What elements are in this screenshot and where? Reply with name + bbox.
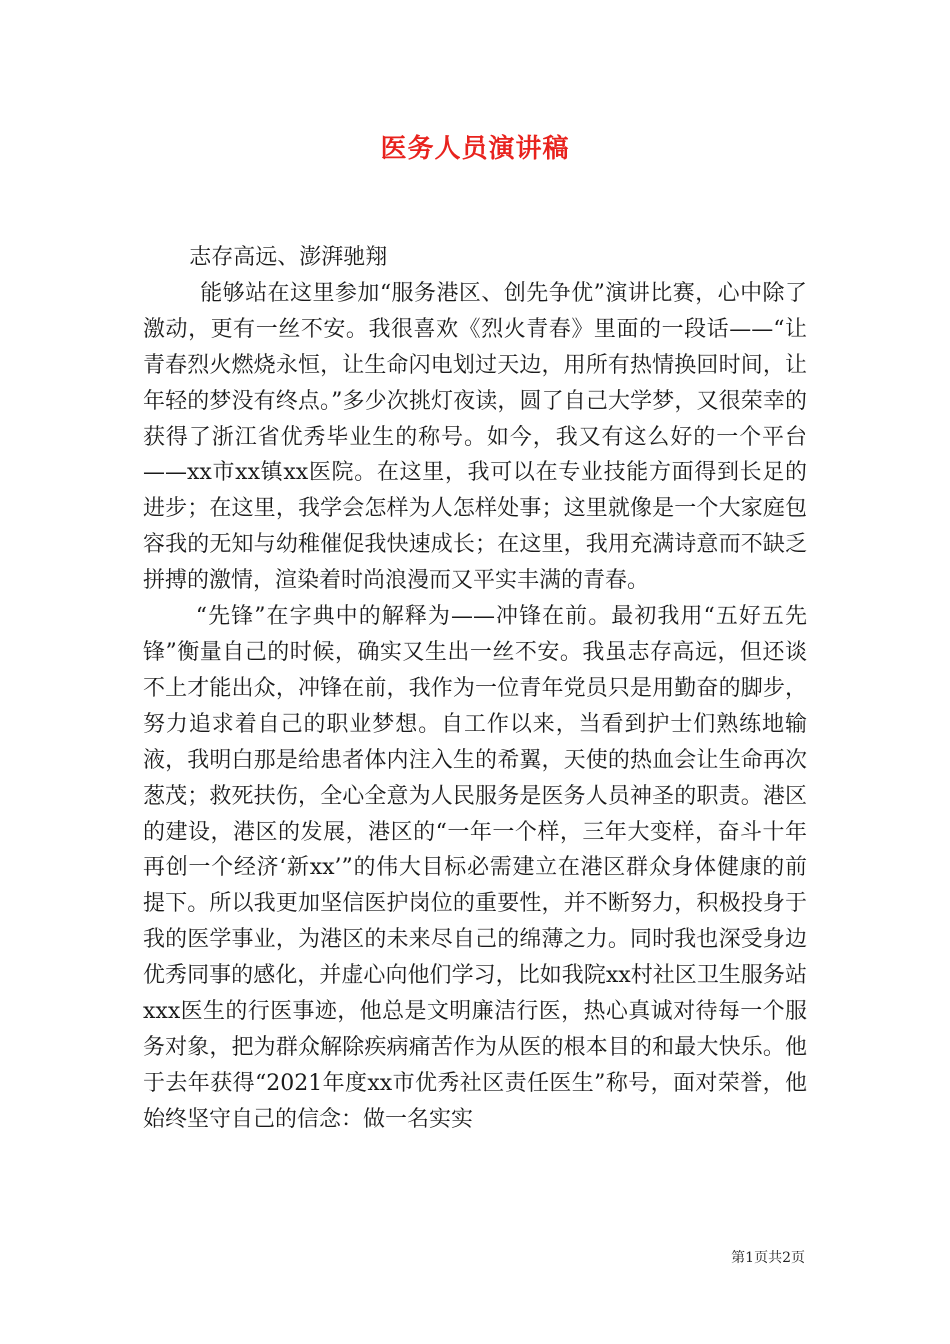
document-subtitle: 志存高远、澎湃驰翔 — [189, 245, 388, 270]
page-number: 第1页共2页 — [731, 1250, 805, 1266]
paragraph-2: “先锋”在字典中的解释为——冲锋在前。最初我用“五好五先锋”衡量自己的时候，确实又生出一丝不安。我虽志存高远，但还谈不上才能出众，冲锋在前，我作为一位青年党员只是用勤奋的脚步，努力追求着自己的职业梦想。自工作以来，当看到护士们熟练地输液，我明白那是给患者体内注入生的希翼，天使的热血会让生命再次葱茂；救死扶伤，全心全意为人民服务是医务人员神圣的职责。港区的建设，港区的发展，港区的“一年一个样，三年大变样，奋斗十年再创一个经济‘新xx’”的伟大目标必需建立在港区群众身体健康的前提下。所以我更加坚信医护岗位的重要性，并不断努力，积极投身于我的医学事业，为港区的未来尽自己的绵薄之力。同时我也深受身边优秀同事的感化，并虚心向他们学习，比如我院xx村社区卫生服务站xxx医生的行医事迹，他总是文明廉洁行医，热心真诚对待每一个服务对象，把为群众解除疾病痛苦作为从医的根本目的和最大快乐。他于去年获得“2021年度xx市优秀社区责任医生”称号，面对荣誉，他始终坚守自己的信念：做一名实实 — [143, 604, 807, 1132]
paragraph-1: 能够站在这里参加“服务港区、创先争优”演讲比赛，心中除了激动，更有一丝不安。我很喜欢《烈火青春》里面的一段话——“让青春烈火燃烧永恒，让生命闪电划过天边，用所有热情换回时间，让年轻的梦没有终点。”多少次挑灯夜读，圆了自己大学梦，又很荣幸的获得了浙江省优秀毕业生的称号。如今，我又有这么好的一个平台——xx市xx镇xx医院。在这里，我可以在专业技能方面得到长足的进步；在这里，我学会怎样为人怎样处事；这里就像是一个大家庭包容我的无知与幼稚催促我快速成长；在这里，我用充满诗意而不缺乏拼搏的激情，渲染着时尚浪漫而又平实丰满的青春。 — [143, 280, 807, 594]
document-body — [143, 240, 807, 1138]
document-title: 医务人员演讲稿 — [380, 134, 570, 164]
